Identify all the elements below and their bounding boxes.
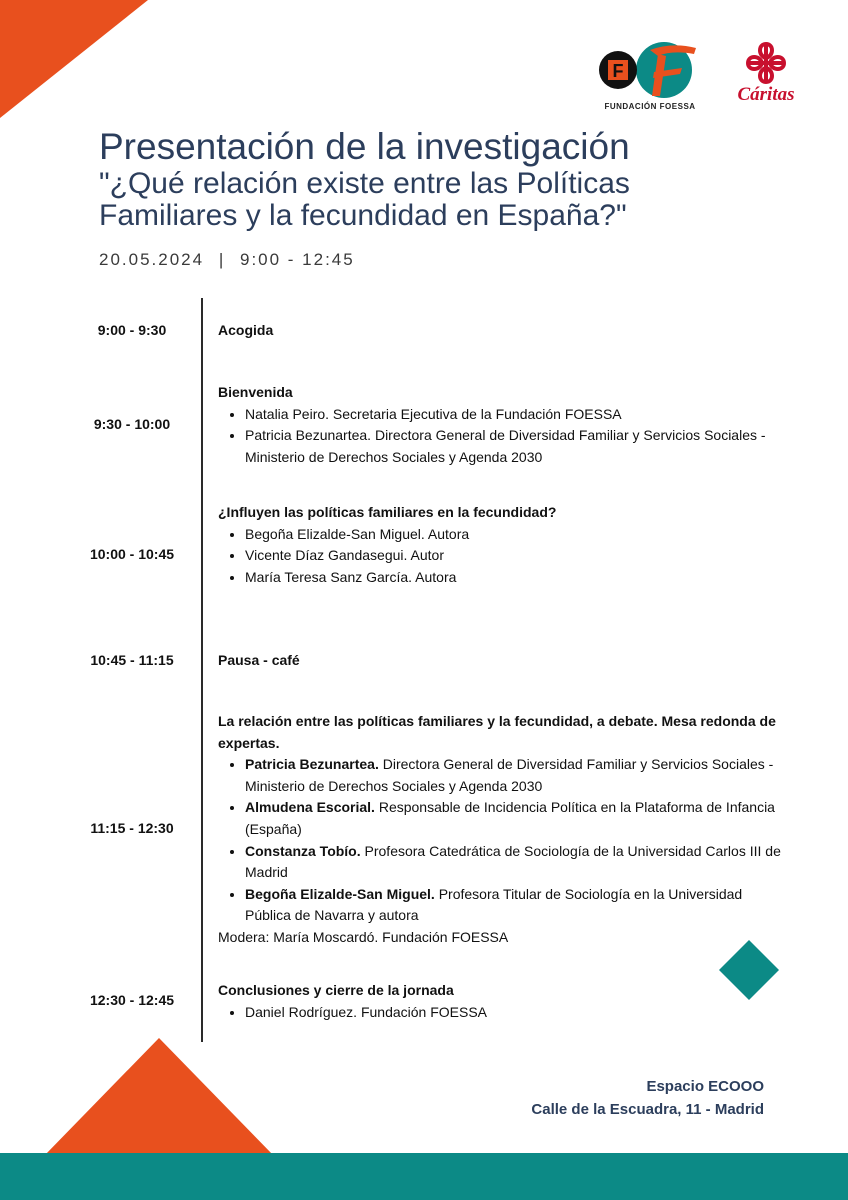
caritas-wordmark: Cáritas (737, 84, 795, 105)
speaker-item: • Begoña Elizalde-San Miguel. Autora (245, 524, 788, 546)
schedule-title: ¿Influyen las políticas familiares en la fecundidad? (218, 504, 557, 520)
schedule-time: 11:15 - 12:30 (90, 820, 174, 836)
foessa-logo (598, 40, 702, 116)
panelist-item (245, 754, 788, 797)
panelist-role: Directora General de Diversidad Familiar y Servicios Sociales - Ministerio de Derechos Sociales y Agenda 2030 (245, 756, 774, 794)
schedule-title: Acogida (218, 322, 274, 338)
panelist-name: Constanza Tobío. (245, 842, 361, 859)
speaker-item: • Daniel Rodríguez. Fundación FOESSA (245, 1002, 788, 1024)
panelist-name: Begoña Elizalde-San Miguel. (245, 885, 435, 902)
schedule-item (218, 711, 788, 949)
page-title: Presentación de la investigación (99, 126, 630, 167)
caritas-cross-icon (746, 42, 786, 84)
schedule-item (218, 650, 788, 672)
schedule-item (218, 320, 788, 342)
event-date: 20.05.2024 (99, 250, 205, 269)
footer-band (0, 1153, 848, 1200)
foessa-logo-mark (598, 40, 702, 100)
corner-triangle-decoration (0, 0, 148, 118)
venue-info (531, 1075, 764, 1121)
schedule-time: 10:45 - 11:15 (90, 652, 174, 668)
schedule-time: 12:30 - 12:45 (89, 992, 175, 1008)
panelist-name: Patricia Bezunartea. (245, 756, 379, 773)
speaker-item: • Vicente Díaz Gandasegui. Autor (245, 545, 788, 567)
schedule-time: 9:00 - 9:30 (97, 322, 167, 338)
schedule-title: Conclusiones y cierre de la jornada (218, 982, 454, 998)
panelist-item (245, 884, 788, 927)
panelist-item (245, 841, 788, 884)
schedule-item (218, 502, 788, 588)
panelist-name: Almudena Escorial. (245, 799, 375, 816)
page-subtitle (99, 168, 799, 232)
subtitle-line-1: "¿Qué relación existe entre las Políticas (99, 167, 630, 200)
schedule-title: Bienvenida (218, 384, 293, 400)
event-date-time (99, 250, 355, 270)
date-separator: | (218, 250, 226, 269)
venue-address: Calle de la Escuadra, 11 - Madrid (531, 1101, 764, 1118)
panelist-role: Profesora Titular de Sociología en la Universidad Pública de Navarra y autora (245, 885, 743, 924)
schedule-item (218, 382, 788, 468)
panelist-role: Profesora Catedrática de Sociología de la Universidad Carlos III de Madrid (245, 842, 781, 881)
speaker-item: • Natalia Peiro. Secretaria Ejecutiva de la Fundación FOESSA (245, 404, 788, 426)
timeline-divider (201, 298, 203, 1042)
event-time: 9:00 - 12:45 (239, 250, 355, 269)
panelist-item (245, 797, 788, 840)
venue-name: Espacio ECOOO (646, 1078, 764, 1095)
caritas-logo (718, 42, 814, 108)
speaker-item: • Patricia Bezunartea. Directora General de Diversidad Familiar y Servicios Sociales - Ministerio de Derechos Sociales y Agenda 2030 (245, 425, 788, 468)
panelist-role: Responsable de Incidencia Política en la Plataforma de Infancia (España) (245, 799, 775, 837)
schedule-time: 9:30 - 10:00 (93, 416, 171, 432)
schedule-item (218, 980, 788, 1023)
foessa-caption: FUNDACIÓN FOESSA (604, 102, 696, 111)
schedule-title: Pausa - café (218, 652, 300, 668)
speaker-item: • María Teresa Sanz García. Autora (245, 567, 788, 589)
bottom-triangle-decoration (44, 1038, 274, 1156)
schedule-title: La relación entre las políticas familiares y la fecundidad, a debate. Mesa redonda de expertas. (218, 713, 776, 751)
subtitle-line-2: Familiares y la fecundidad en España?" (99, 199, 627, 232)
schedule-time: 10:00 - 10:45 (89, 546, 175, 562)
svg-text:F: F (612, 61, 624, 81)
moderator-line: Modera: María Moscardó. Fundación FOESSA (218, 928, 509, 945)
